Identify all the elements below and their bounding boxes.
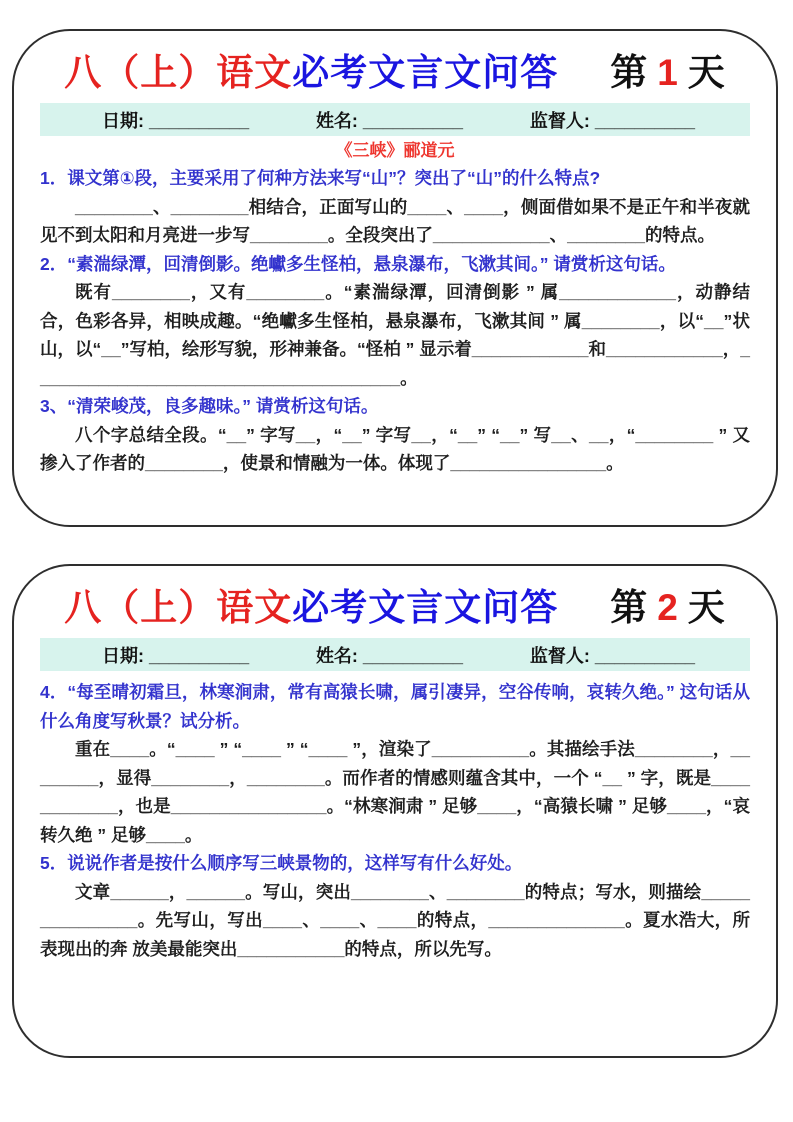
worksheet-card-day2: [12, 564, 778, 1058]
card1-day-prefix: 第: [610, 52, 649, 93]
card2-day-prefix: 第: [610, 587, 649, 628]
card1-info-bar: [40, 103, 750, 136]
card2-info-bar: [40, 638, 750, 671]
card2-day-number: 2: [657, 587, 679, 628]
question-3: 3、“清荣峻茂，良多趣味。” 请赏析这句话。: [40, 396, 379, 416]
card2-field-supervisor: 监督人: __________: [529, 645, 695, 666]
card1-qa-list: [14, 164, 776, 478]
card2-field-name: 姓名: __________: [315, 645, 464, 666]
answer-3: 八个字总结全段。“__” 字写__，“__” 字写__，“__” “__” 写__、__，“________ ” 又掺入了作者的________，使景和情融为一体。体现了________________。: [40, 424, 750, 473]
card2-field-date: 日期: __________: [102, 645, 250, 666]
card2-title-red: 八（上）语文: [64, 587, 293, 628]
card1-field-name: 姓名: __________: [315, 110, 464, 131]
card1-day-number: 1: [657, 52, 679, 93]
question-2: 2．“素湍绿潭，回清倒影。绝巘多生怪柏，悬泉瀑布，飞漱其间。” 请赏析这句话。: [40, 253, 676, 274]
worksheet-card-day1: [12, 29, 778, 527]
answer-2: 既有________，又有________。“素湍绿潭，回清倒影 ” 属____________，动静结合，色彩各异，相映成趣。“绝巘多生怪柏，悬泉瀑布，飞漱其间 ” 属________，以“__”状山，以“__”写柏，绘形写貌，形神兼备。“怪柏 ” 显示着____________和____________，______________________________________。: [40, 282, 751, 388]
card1-title-red: 八（上）语文: [64, 52, 293, 93]
card2-title: [14, 566, 776, 633]
question-4: 4．“每至晴初霜旦，林寒涧肃，常有高猿长啸，属引凄异，空谷传响，哀转久绝。” 这句话从什么角度写秋景？试分析。: [40, 682, 750, 731]
question-5: 5．说说作者是按什么顺序写三峡景物的，这样写有什么好处。: [40, 853, 523, 873]
answer-1: ________、________相结合，正面写山的____、____，侧面借如果不是正午和半夜就见不到太阳和月亮进一步写________。全段突出了____________、________的特点。: [40, 196, 750, 245]
card2-day-suffix: 天: [687, 587, 726, 628]
card1-section-title: 《三峡》郦道元: [335, 141, 455, 160]
card2-day-badge: [610, 577, 726, 631]
card1-day-suffix: 天: [687, 52, 726, 93]
answer-4: 重在____。“____ ” “____ ” “____ ”，渲染了__________。其描绘手法________，________，显得________，________。而作者的情感则蕴含其中，一个 “__ ” 字，既是____________，也是________________。“林寒涧肃 ” 足够____，“高猿长啸 ” 足够____，“哀转久绝 ” 足够____。: [40, 739, 750, 845]
card1-field-date: 日期: __________: [102, 110, 250, 131]
card1-field-supervisor: 监督人: __________: [529, 110, 695, 131]
card1-title-blue: 必考文言文问答: [292, 52, 559, 93]
card1-title: [14, 31, 776, 98]
answer-5: 文章______，______。写山，突出________、________的特点；写水，则描绘_______________。先写山，写出____、____、____的特点，______________。夏水浩大，所表现出的奔 放美最能突出___________的特点，所以先写。: [40, 881, 750, 959]
question-1: 1．课文第①段，主要采用了何种方法来写“山”？突出了“山”的什么特点?: [40, 168, 601, 188]
card1-day-badge: [610, 42, 726, 96]
card2-title-blue: 必考文言文问答: [292, 587, 559, 628]
card2-qa-list: [14, 674, 776, 963]
